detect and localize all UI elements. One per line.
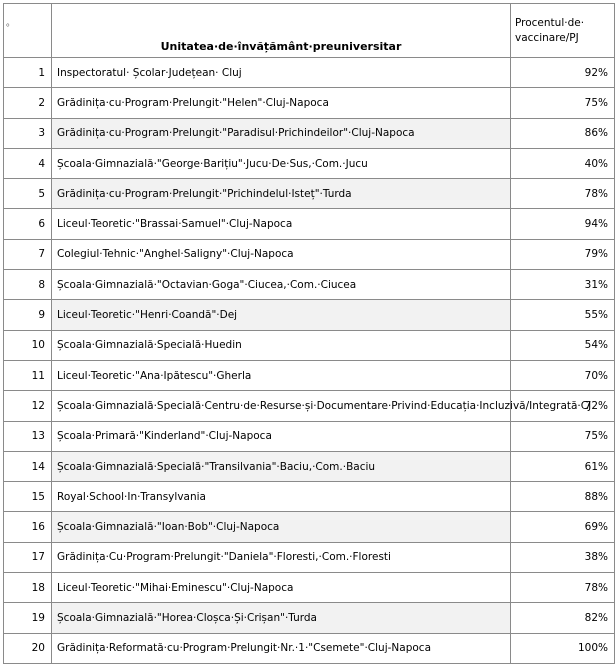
row-number: 18 bbox=[4, 573, 52, 603]
row-number: 5 bbox=[4, 179, 52, 209]
row-number: 19 bbox=[4, 603, 52, 633]
vaccination-percent: 78% bbox=[511, 573, 615, 603]
school-name: Grădinița·Reformată·cu·Program·Prelungit·Nr.·1·"Csemete"·Cluj-Napoca bbox=[52, 633, 511, 663]
school-name: Colegiul·Tehnic·"Anghel·Saligny"·Cluj-Napoca bbox=[52, 239, 511, 269]
school-name: Școala·Gimnazială·"Horea·Cloșca·Și·Crișan"·Turda bbox=[52, 603, 511, 633]
vaccination-percent: 78% bbox=[511, 179, 615, 209]
school-name: Grădinița·cu·Program·Prelungit·"Prichindelul·Isteț"·Turda bbox=[52, 179, 511, 209]
table-row bbox=[4, 118, 615, 148]
vaccination-percent: 38% bbox=[511, 542, 615, 572]
table-row bbox=[4, 603, 615, 633]
school-name: Grădinița·cu·Program·Prelungit·"Paradisul·Prichindeilor"·Cluj-Napoca bbox=[52, 118, 511, 148]
row-number: 14 bbox=[4, 451, 52, 481]
vaccination-percent: 75% bbox=[511, 88, 615, 118]
vaccination-percent: 86% bbox=[511, 118, 615, 148]
paragraph-mark: ° bbox=[6, 22, 10, 32]
vaccination-percent: 94% bbox=[511, 209, 615, 239]
vaccination-percent: 70% bbox=[511, 360, 615, 390]
vaccination-percent: 31% bbox=[511, 270, 615, 300]
table-row bbox=[4, 330, 615, 360]
row-number: 12 bbox=[4, 391, 52, 421]
table-row bbox=[4, 179, 615, 209]
school-name: Inspectoratul· Școlar·Județean· Cluj bbox=[52, 58, 511, 88]
row-number: 20 bbox=[4, 633, 52, 663]
table-row bbox=[4, 88, 615, 118]
row-number: 17 bbox=[4, 542, 52, 572]
vaccination-percent: 82% bbox=[511, 603, 615, 633]
school-name: Grădinița·cu·Program·Prelungit·"Helen"·Cluj-Napoca bbox=[52, 88, 511, 118]
table-row bbox=[4, 270, 615, 300]
table-row bbox=[4, 542, 615, 572]
row-number: 3 bbox=[4, 118, 52, 148]
vaccination-percent: 100% bbox=[511, 633, 615, 663]
row-number: 13 bbox=[4, 421, 52, 451]
row-number: 15 bbox=[4, 482, 52, 512]
header-unit-cell: Unitatea·de·învățământ·preuniversitar bbox=[52, 4, 511, 58]
vaccination-percent: 40% bbox=[511, 148, 615, 178]
header-number-cell bbox=[4, 4, 52, 58]
table-row bbox=[4, 209, 615, 239]
row-number: 7 bbox=[4, 239, 52, 269]
school-name: Grădinița·Cu·Program·Prelungit·"Daniela"·Floresti,·Com.·Floresti bbox=[52, 542, 511, 572]
vaccination-percent: 75% bbox=[511, 421, 615, 451]
table-row bbox=[4, 512, 615, 542]
table-row bbox=[4, 360, 615, 390]
school-name: Liceul·Teoretic·"Brassai·Samuel"·Cluj-Napoca bbox=[52, 209, 511, 239]
table-header-row bbox=[4, 4, 615, 58]
school-name: Școala·Gimnazială·"George·Barițiu"·Jucu·De·Sus,·Com.·Jucu bbox=[52, 148, 511, 178]
vaccination-table bbox=[3, 3, 615, 664]
table-row bbox=[4, 58, 615, 88]
table-row bbox=[4, 451, 615, 481]
school-name: Școala·Gimnazială·Specială·"Transilvania"·Baciu,·Com.·Baciu bbox=[52, 451, 511, 481]
school-name: Școala·Gimnazială·Specială·Centru·de·Resurse·și·Documentare·Privind·Educația·Incluzivă/Integrată·CJ bbox=[52, 391, 511, 421]
school-name: Liceul·Teoretic·"Henri·Coandă"·Dej bbox=[52, 300, 511, 330]
table-row bbox=[4, 633, 615, 663]
vaccination-percent: 55% bbox=[511, 300, 615, 330]
school-name: Școala·Gimnazială·"Ioan·Bob"·Cluj-Napoca bbox=[52, 512, 511, 542]
row-number: 8 bbox=[4, 270, 52, 300]
header-percent-line2: vaccinare/PJ bbox=[515, 31, 579, 44]
vaccination-percent: 72% bbox=[511, 391, 615, 421]
table-body bbox=[4, 58, 615, 664]
row-number: 9 bbox=[4, 300, 52, 330]
table-row bbox=[4, 573, 615, 603]
table-row bbox=[4, 239, 615, 269]
row-number: 16 bbox=[4, 512, 52, 542]
vaccination-percent: 79% bbox=[511, 239, 615, 269]
school-name: Liceul·Teoretic·"Mihai·Eminescu"·Cluj-Napoca bbox=[52, 573, 511, 603]
row-number: 2 bbox=[4, 88, 52, 118]
school-name: Royal·School·In·Transylvania bbox=[52, 482, 511, 512]
vaccination-percent: 61% bbox=[511, 451, 615, 481]
vaccination-percent: 69% bbox=[511, 512, 615, 542]
row-number: 4 bbox=[4, 148, 52, 178]
table-row bbox=[4, 148, 615, 178]
vaccination-percent: 54% bbox=[511, 330, 615, 360]
table-row bbox=[4, 421, 615, 451]
school-name: Școala·Primară·"Kinderland"·Cluj-Napoca bbox=[52, 421, 511, 451]
table-row bbox=[4, 391, 615, 421]
vaccination-percent: 92% bbox=[511, 58, 615, 88]
vaccination-percent: 88% bbox=[511, 482, 615, 512]
row-number: 6 bbox=[4, 209, 52, 239]
header-percent-line1: Procentul·de· bbox=[515, 17, 585, 30]
school-name: Liceul·Teoretic·"Ana·Ipătescu"·Gherla bbox=[52, 360, 511, 390]
header-percent-cell bbox=[511, 4, 615, 58]
school-name: Școala·Gimnazială·Specială·Huedin bbox=[52, 330, 511, 360]
table-row bbox=[4, 482, 615, 512]
school-name: Școala·Gimnazială·"Octavian·Goga"·Ciucea,·Com.·Ciucea bbox=[52, 270, 511, 300]
row-number: 1 bbox=[4, 58, 52, 88]
row-number: 11 bbox=[4, 360, 52, 390]
row-number: 10 bbox=[4, 330, 52, 360]
table-row bbox=[4, 300, 615, 330]
